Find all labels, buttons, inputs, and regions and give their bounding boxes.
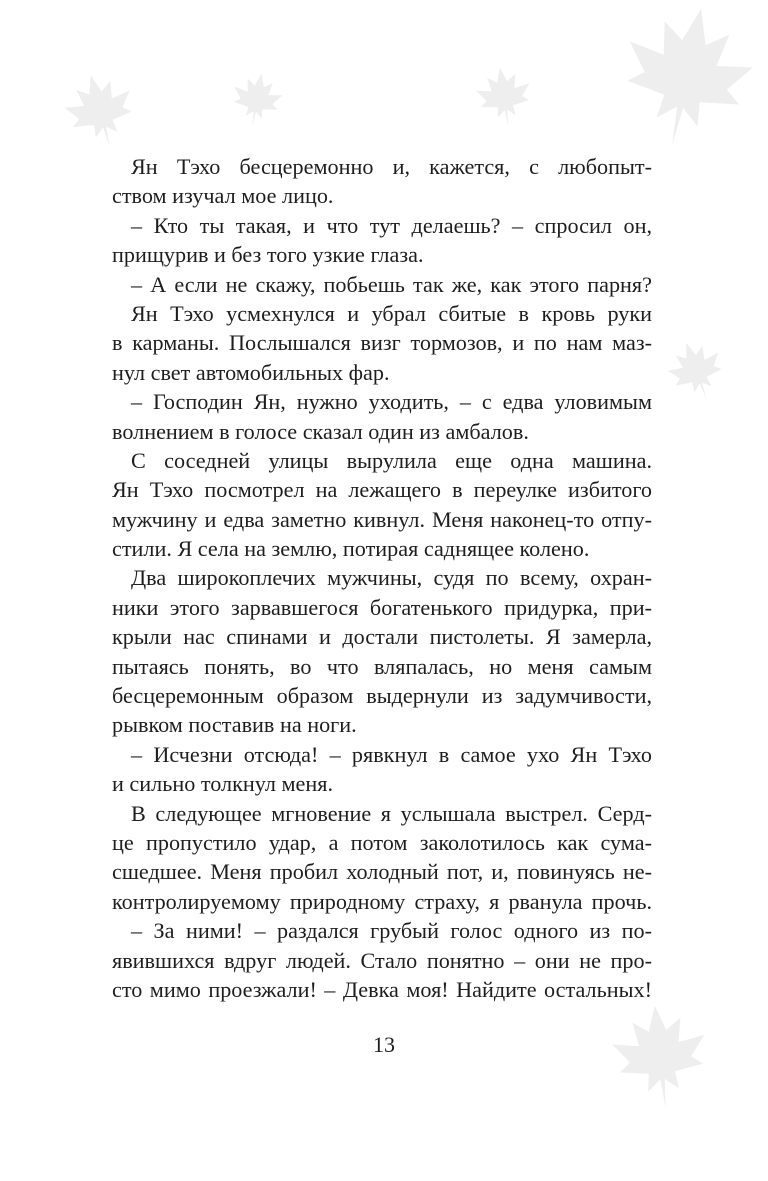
text-line: прищурив и без того узкие глаза. [112,242,424,268]
text-line: волнением в голосе сказал один из амбалов. [112,418,529,444]
text-line: – А если не скажу, побьешь так же, как этого парня? [131,271,652,297]
text-line: С соседней улицы вырулила еще одна машина. [131,447,652,473]
text-line: Два широкоплечих мужчины, судя по всему, охран- [131,565,652,591]
text-line: сто мимо проезжали! – Девка моя! Найдите остальных! [112,976,652,1002]
text-line: – Исчезни отсюда! – рявкнул в самое ухо Ян Тэхо [131,741,652,767]
maple-leaf-icon [655,329,737,411]
text-line: и сильно толкнул меня. [112,771,334,797]
text-line: Ян Тэхо бесцеремонно и, кажется, с любопыт- [131,154,652,179]
text-line: це пропустило удар, а потом заколотилось как сума- [112,829,652,855]
text-line: пытаясь понять, во что вляпалась, но меня самым [112,653,652,679]
text-line: – Кто ты такая, и что тут делаешь? – спросил он, [131,212,652,238]
text-line: стили. Я села на землю, потирая саднящее колено. [112,536,590,562]
page-number: 13 [373,1032,395,1057]
text-line: крыли нас спинами и достали пистолеты. Я замерла, [112,624,652,650]
text-line: бесцеремонным образом выдернули из задумчивости, [112,683,652,709]
text-line: В следующее мгновение я услышала выстрел. Серд- [131,800,652,826]
text-line: контролируемому природному страху, я рванула прочь. [112,888,652,914]
maple-leaf-icon [223,65,290,132]
text-line: Ян Тэхо посмотрел на лежащего в переулке избитого [112,477,652,503]
text-line: в карманы. Послышался визг тормозов, и по нам маз- [112,330,652,356]
maple-leaf-icon [51,61,149,159]
text-line: нул свет автомобильных фар. [112,359,390,385]
maple-leaf-icon [592,0,768,165]
page-body-text [112,152,652,1004]
text-line: ники этого зарвавшегося богатенького придурка, при- [112,594,652,620]
text-line: явившихся вдруг людей. Стало понятно – они не про- [112,947,652,973]
maple-leaf-icon [468,60,540,132]
text-line: – За ними! – раздался грубый голос одного из по- [131,918,652,944]
text-line: ством изучал мое лицо. [112,183,334,209]
text-line: мужчину и едва заметно кивнул. Меня наконец-то отпу- [112,506,652,532]
text-line: Ян Тэхо усмехнулся и убрал сбитые в кровь руки [131,300,652,326]
text-line: сшедшее. Меня пробил холодный пот, и, повинуясь не- [112,859,652,885]
text-line: – Господин Ян, нужно уходить, – с едва уловимым [131,389,652,415]
text-line: рывком поставив на ноги. [112,712,357,738]
